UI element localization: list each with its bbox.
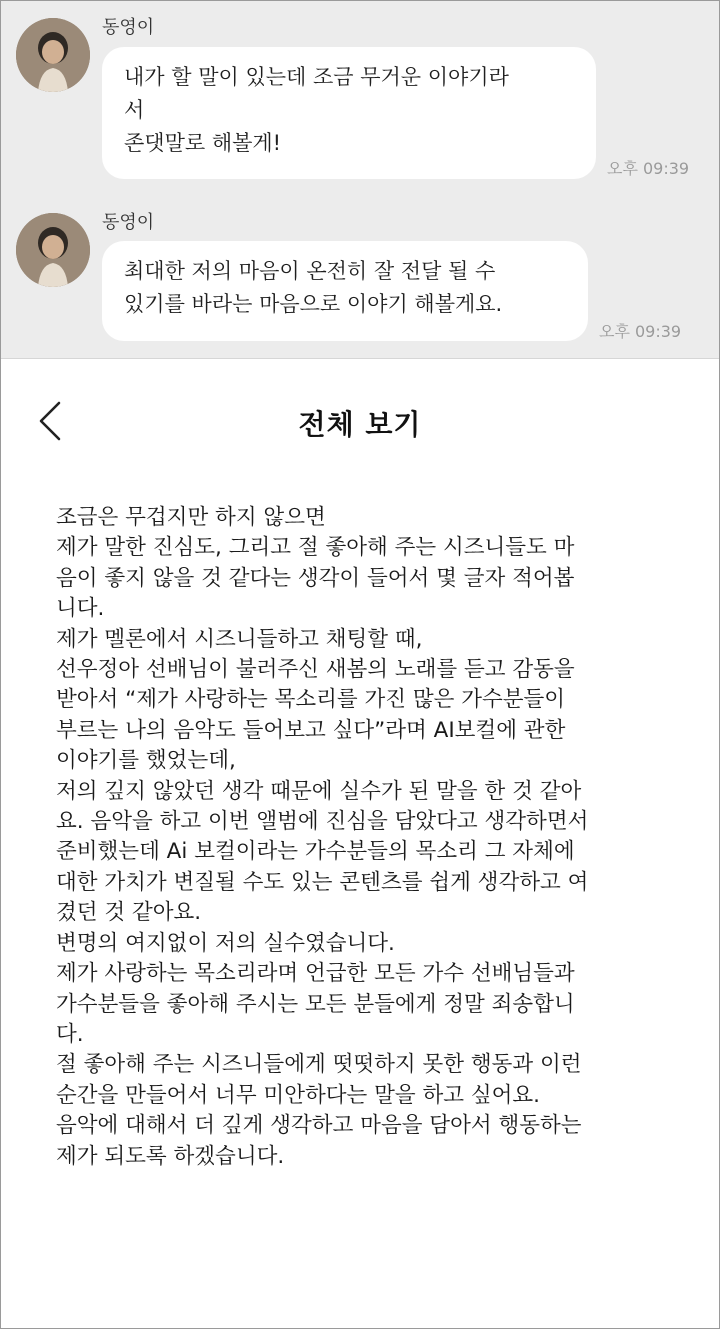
text-line: 변명의 여지없이 저의 실수였습니다.: [56, 930, 395, 956]
message-timestamp: 오후 09:39: [607, 159, 690, 178]
text-line: 제가 말한 진심도, 그리고 절 좋아해 주는 시즈니들도 마: [56, 535, 575, 561]
message-line: 최대한 저의 마음이 온전히 잘 전달 될 수: [124, 259, 496, 283]
text-line: 대한 가치가 변질될 수도 있는 콘텐츠를 쉽게 생각하고 여: [56, 869, 589, 895]
text-line: 순간을 만들어서 너무 미안하다는 말을 하고 싶어요.: [56, 1082, 540, 1108]
text-line: 니다.: [56, 596, 105, 622]
message-line: 내가 할 말이 있는데 조금 무거운 이야기라: [124, 65, 509, 89]
text-line: 음악에 대해서 더 깊게 생각하고 마음을 담아서 행동하는: [56, 1113, 582, 1139]
chat-area: [1, 1, 719, 359]
text-line: 가수분들을 좋아해 주시는 모든 분들에게 정말 죄송합니: [56, 991, 575, 1017]
text-line: 제가 사랑하는 목소리라며 언급한 모든 가수 선배님들과: [56, 961, 575, 987]
text-line: 요. 음악을 하고 이번 앨범에 진심을 담았다고 생각하면서: [56, 809, 589, 835]
text-line: 겼던 것 같아요.: [56, 900, 202, 926]
text-line: 조금은 무겁지만 하지 않으면: [56, 505, 326, 530]
text-line: 저의 깊지 않았던 생각 때문에 실수가 된 말을 한 것 같아: [56, 778, 582, 804]
message-bubble[interactable]: [102, 241, 588, 341]
profile-photo-icon: [16, 18, 90, 92]
full-view-panel: [1, 359, 719, 1328]
full-message-text: [56, 503, 666, 1172]
text-line: 다.: [56, 1021, 84, 1047]
message-line: 있기를 바라는 마음으로 이야기 해볼게요.: [124, 292, 503, 316]
sender-name: 동영이: [102, 212, 155, 233]
text-line: 제가 되도록 하겠습니다.: [56, 1143, 285, 1169]
message-line: 존댓말로 해볼게!: [124, 131, 282, 155]
message-timestamp: 오후 09:39: [599, 322, 682, 341]
text-line: 음이 좋지 않을 것 같다는 생각이 들어서 몇 글자 적어봅: [56, 565, 575, 591]
text-line: 이야기를 했었는데,: [56, 748, 236, 774]
text-line: 부르는 나의 음악도 들어보고 싶다”라며 AI보컬에 관한: [56, 717, 566, 743]
message-bubble[interactable]: [102, 47, 596, 179]
avatar[interactable]: [16, 213, 90, 287]
text-line: 준비했는데 Ai 보컬이라는 가수분들의 목소리 그 자체에: [56, 839, 575, 865]
text-line: 절 좋아해 주는 시즈니들에게 떳떳하지 못한 행동과 이런: [56, 1052, 582, 1078]
text-line: 받아서 “제가 사랑하는 목소리를 가진 많은 가수분들이: [56, 687, 566, 713]
message-line: 서: [124, 98, 145, 122]
profile-photo-icon: [16, 213, 90, 287]
sender-name: 동영이: [102, 17, 155, 38]
page-title: 전체 보기: [298, 408, 422, 441]
text-line: 선우정아 선배님이 불러주신 새봄의 노래를 듣고 감동을: [56, 657, 575, 683]
avatar[interactable]: [16, 18, 90, 92]
text-line: 제가 멜론에서 시즈니들하고 채팅할 때,: [56, 626, 423, 652]
